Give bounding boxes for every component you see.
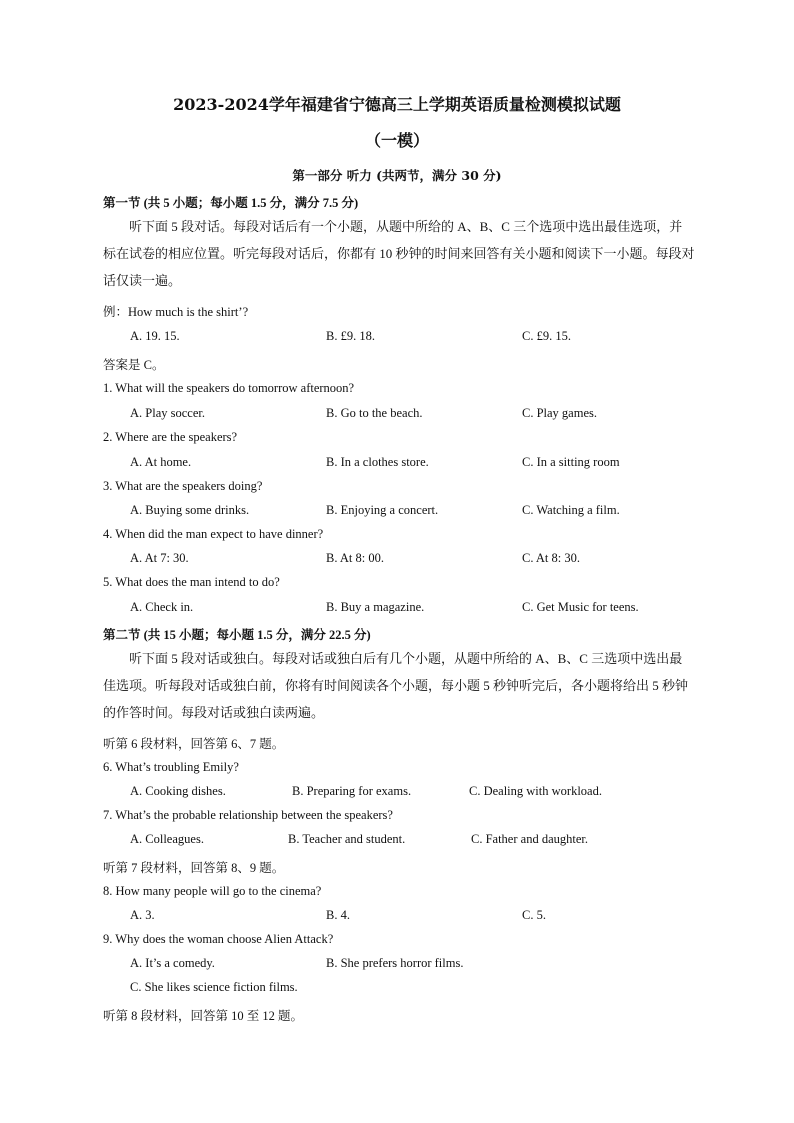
q2-option-b: B. In a clothes store.: [326, 455, 429, 469]
material-7-note: 听第 7 段材料，回答第 8、9 题。: [103, 861, 285, 875]
question-4: 4. When did the man expect to have dinner?: [103, 527, 324, 541]
question-7: 7. What’s the probable relationship between the speakers?: [103, 808, 393, 822]
q5-option-b: B. Buy a magazine.: [326, 600, 425, 614]
q4-option-a: A. At 7: 30.: [130, 551, 189, 565]
section2-instructions: 听下面 5 段对话或独白。每段对话或独白后有几个小题，从题中所给的 A、B、C 三选项中选出最佳选项。听每段对话或独白前，你将有时间阅读各个小题，每小题 5 秒钟听完后，各小题将给出 5 秒钟的作答时间。每段对话或独白读两遍。: [103, 651, 689, 720]
question-5: 5. What does the man intend to do?: [103, 575, 280, 589]
q1-option-b: B. Go to the beach.: [326, 406, 423, 420]
q1-option-a: A. Play soccer.: [130, 406, 205, 420]
q6-option-b: B. Preparing for exams.: [292, 784, 412, 798]
question-8: 8. How many people will go to the cinema?: [103, 884, 322, 898]
q3-option-a: A. Buying some drinks.: [130, 503, 250, 517]
q7-option-c: C. Father and daughter.: [471, 832, 588, 846]
q5-option-a: A. Check in.: [130, 600, 194, 614]
question-1: 1. What will the speakers do tomorrow afternoon?: [103, 381, 355, 395]
q3-option-b: B. Enjoying a concert.: [326, 503, 439, 517]
question-3: 3. What are the speakers doing?: [103, 479, 263, 493]
q8-option-c: C. 5.: [522, 908, 546, 922]
page-title: 2023-2024学年福建省宁德高三上学期英语质量检测模拟试题: [173, 95, 621, 114]
q9-option-c: C. She likes science fiction films.: [130, 980, 298, 994]
material-6-note: 听第 6 段材料，回答第 6、7 题。: [103, 737, 285, 751]
q9-option-b: B. She prefers horror films.: [326, 956, 464, 970]
question-2: 2. Where are the speakers?: [103, 430, 238, 444]
example-option-b: B. £9. 18.: [326, 329, 375, 343]
q4-option-b: B. At 8: 00.: [326, 551, 384, 565]
q1-option-c: C. Play games.: [522, 406, 597, 420]
q6-option-c: C. Dealing with workload.: [469, 784, 602, 798]
q8-option-b: B. 4.: [326, 908, 350, 922]
example-answer: 答案是 C。: [103, 358, 165, 372]
example-question: 例：How much is the shirt’?: [103, 305, 249, 319]
page-subtitle: （一模）: [364, 131, 429, 150]
section1-instructions: 听下面 5 段对话。每段对话后有一个小题，从题中所给的 A、B、C 三个选项中选出最佳选项，并标在试卷的相应位置。听完每段对话后，你都有 10 秒钟的时间来回答有关小题和阅读下一小题。每段对话仅读一遍。: [103, 219, 695, 288]
q3-option-c: C. Watching a film.: [522, 503, 620, 517]
question-6: 6. What’s troubling Emily?: [103, 760, 239, 774]
example-option-c: C. £9. 15.: [522, 329, 571, 343]
q2-option-a: A. At home.: [130, 455, 192, 469]
section1-heading: 第一节 (共 5 小题；每小题 1.5 分，满分 7.5 分): [103, 196, 359, 210]
q9-option-a: A. It’s a comedy.: [130, 956, 215, 970]
part-heading: 第一部分 听力 (共两节，满分 30 分): [292, 168, 502, 183]
example-option-a: A. 19. 15.: [130, 329, 180, 343]
section2-heading: 第二节 (共 15 小题；每小题 1.5 分，满分 22.5 分): [103, 628, 371, 642]
q4-option-c: C. At 8: 30.: [522, 551, 580, 565]
q2-option-c: C. In a sitting room: [522, 455, 620, 469]
q8-option-a: A. 3.: [130, 908, 155, 922]
q5-option-c: C. Get Music for teens.: [522, 600, 639, 614]
question-9: 9. Why does the woman choose Alien Attack?: [103, 932, 334, 946]
q6-option-a: A. Cooking dishes.: [130, 784, 226, 798]
q7-option-b: B. Teacher and student.: [288, 832, 406, 846]
material-8-note: 听第 8 段材料，回答第 10 至 12 题。: [103, 1009, 304, 1023]
q7-option-a: A. Colleagues.: [130, 832, 204, 846]
